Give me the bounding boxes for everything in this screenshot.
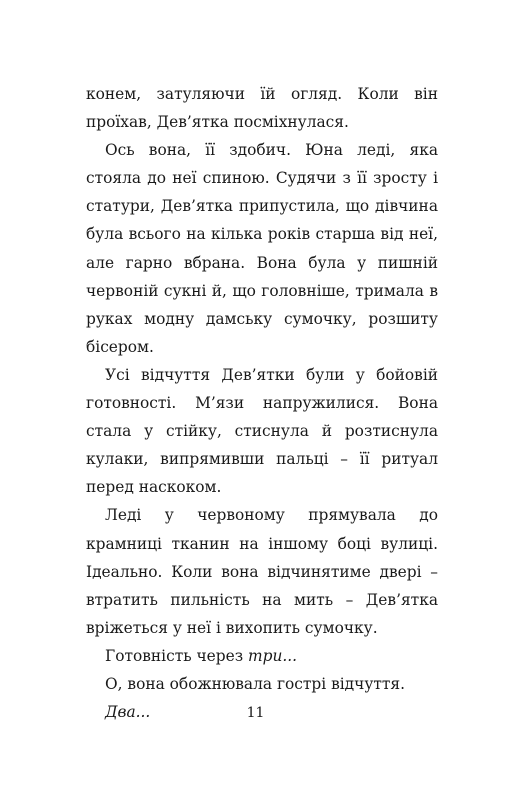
paragraph: О, вона обожнювала гострі відчуття. — [105, 674, 406, 693]
page-number: 11 — [246, 705, 265, 721]
paragraph: Ось вона, її здобич. Юна леді, яка стояла до неї спиною. Судячи з її зросту і статури, Дев’ятка припустила, що дівчина була всього на кілька років старша від неї, але гарно вбрана. Вона була у пишній червоній сукні й, що головніше, тримала в руках модну дамську сумочку, розшиту бісером. — [86, 141, 438, 356]
paragraph-prefix: Готовність через — [105, 646, 249, 665]
paragraph: Леді у червоному прямувала до крамниці тканин на іншому боці вулиці. Ідеально. Коли вона відчинятиме двері – втратить пильність на мить – Дев’ятка вріжеться у неї і вихопить сумочку. — [86, 506, 438, 637]
paragraph — [86, 642, 438, 670]
paragraph: Усі відчуття Дев’ятки були у бойовій готовності. М’язи напружилися. Вона стала у стійку, стиснула й розтиснула кулаки, випрямивши пальці – її ритуал перед наскоком. — [86, 365, 438, 497]
paragraph: конем, затуляючи їй огляд. Коли він проїхав, Дев’ятка посміхнулася. — [86, 85, 438, 132]
countdown-emphasis: Два... — [105, 703, 151, 722]
countdown-emphasis: три... — [248, 646, 298, 665]
body-text — [86, 80, 438, 726]
